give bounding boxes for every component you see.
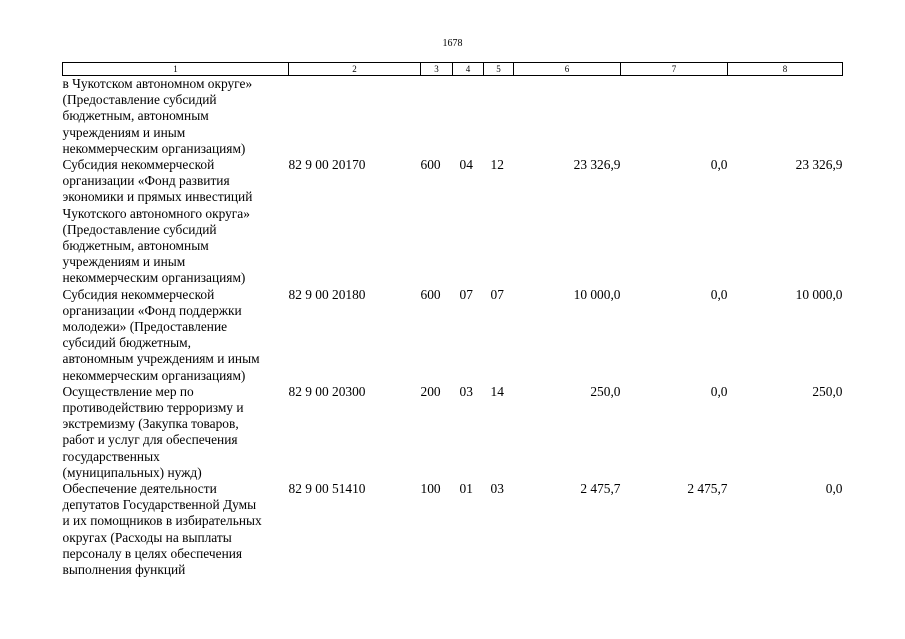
column-header: 5 [484,63,514,76]
amount-total [514,76,621,158]
description-line: бюджетным, автономным [62,238,209,254]
description-line: Субсидия некоммерческой [62,157,215,173]
target-article-code: 82 9 00 20170 [288,157,366,173]
amount-subventions: 0,0 [710,383,728,399]
section-code: 01 [459,481,473,497]
subsection-code: 14 [490,383,504,399]
column-number-header-row [63,63,843,76]
expense-type-code: 600 [420,286,441,302]
column-header: 7 [621,63,728,76]
description-line: Осуществление мер по [62,383,194,399]
column-header: 1 [63,63,289,76]
amount-own-funds: 250,0 [812,383,843,399]
table-row [63,287,843,384]
amount-own-funds: 0,0 [825,481,843,497]
amount-subventions: 0,0 [710,286,728,302]
table-row [63,481,843,578]
table-row [63,76,843,158]
amount-total: 23 326,9 [573,157,621,173]
description-line: организации «Фонд поддержки [62,302,242,318]
expense-description [63,384,289,481]
section-code: 04 [459,157,473,173]
amount-total: 250,0 [590,383,621,399]
budget-table [62,62,843,578]
description-line: экстремизму (Закупка товаров, [62,416,239,432]
amount-subventions [621,76,728,158]
description-line: субсидий бюджетным, [62,335,192,351]
description-line: Обеспечение деятельности [62,481,217,497]
table-body [63,76,843,579]
description-line: молодежи» (Предоставление [62,319,228,335]
section-code [453,76,484,158]
description-line: в Чукотском автономном округе» [62,76,253,91]
target-article-code: 82 9 00 20300 [288,383,366,399]
column-header: 3 [421,63,453,76]
expense-type-code: 100 [420,481,441,497]
description-line: (муниципальных) нужд) [62,464,202,480]
target-article-code: 82 9 00 20180 [288,286,366,302]
description-line: (Предоставление субсидий [62,92,217,108]
target-article-code [289,76,421,158]
description-line: автономным учреждениям и иным [62,351,260,367]
description-line: работ и услуг для обеспечения [62,432,238,448]
description-line: Чукотского автономного округа» [62,205,250,221]
amount-total: 10 000,0 [573,286,621,302]
description-line: выполнения функций [62,562,186,578]
page-number: 1678 [442,38,463,49]
table-row [63,384,843,481]
column-header: 2 [289,63,421,76]
description-line: экономики и прямых инвестиций [62,189,253,205]
expense-description [63,287,289,384]
expense-type-code: 200 [420,383,441,399]
table-row [63,157,843,287]
subsection-code [484,76,514,158]
description-line: некоммерческим организациям) [62,270,246,286]
amount-own-funds: 10 000,0 [795,286,843,302]
description-line: и их помощников в избирательных [62,513,262,529]
description-line: некоммерческим организациям) [62,367,246,383]
expense-description [63,157,289,287]
column-header: 6 [514,63,621,76]
description-line: депутатов Государственной Думы [62,497,257,513]
section-code: 03 [459,383,473,399]
section-code: 07 [459,286,473,302]
subsection-code: 12 [490,157,504,173]
description-line: некоммерческим организациям) [62,140,246,156]
subsection-code: 03 [490,481,504,497]
description-line: персоналу в целях обеспечения [62,545,243,561]
amount-own-funds [728,76,843,158]
description-line: учреждениям и иным [62,254,186,270]
amount-total: 2 475,7 [580,481,621,497]
column-header: 8 [728,63,843,76]
column-header: 4 [453,63,484,76]
description-line: Субсидия некоммерческой [62,286,215,302]
description-line: (Предоставление субсидий [62,221,217,237]
expense-description [63,76,289,158]
expense-description [63,481,289,578]
description-line: государственных [62,448,160,464]
subsection-code: 07 [490,286,504,302]
description-line: бюджетным, автономным [62,108,209,124]
expense-type-code [421,76,453,158]
description-line: организации «Фонд развития [62,173,230,189]
description-line: учреждениям и иным [62,124,186,140]
description-line: округах (Расходы на выплаты [62,529,232,545]
amount-subventions: 0,0 [710,157,728,173]
expense-type-code: 600 [420,157,441,173]
amount-subventions: 2 475,7 [687,481,728,497]
description-line: противодействию терроризму и [62,400,244,416]
amount-own-funds: 23 326,9 [795,157,843,173]
target-article-code: 82 9 00 51410 [288,481,366,497]
